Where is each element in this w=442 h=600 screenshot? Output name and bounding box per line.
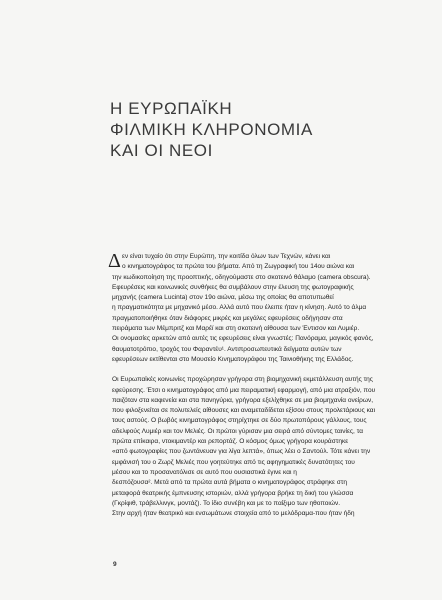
text-line: μηχανής (camera Lucinta) στον 19ο αιώνα, μέσω της οποίας θα αποτυπωθεί [112, 294, 334, 302]
paragraph-2 [112, 375, 384, 519]
text-line: μεταφορά θεατρικής έμπνευσης ιστοριών, αλλά γρήγορα βρήκε τη δική του γλώσσα [112, 489, 354, 497]
text-line: εμφάνισή του ο Ζωρζ Μελιές που γοητεύτηκε από τις αφηγηματικές δυνατότητες του [112, 458, 355, 466]
text-line: την κωδικοποίηση της προοπτικής, οδηγούμαστε στο σκοτεινό θάλαμο (camera obscura). [112, 273, 371, 281]
text-line: τους αστούς. Ο βωβός κινηματογράφος στηρίχτηκε σε δύο πρωτοπόρους γάλλους, τους [112, 417, 367, 425]
text-line: αδελφούς Λυμιέρ και τον Μελιές. Οι πρώτοι γύρισαν μια σειρά από σύντομες ταινίες, τα [112, 427, 363, 435]
text-line: εφεύρεσης. Έτσι ο κινηματογράφος από μια πειραματική εφαρμογή, από μια ατραξιόν, που [112, 386, 376, 394]
title-line: Η ΕΥΡΩΠΑΪΚΗ [110, 99, 233, 118]
text-line: Εφευρέσεις και κοινωνικές συνθήκες θα συμβάλουν στην έλευση της φωτογραφικής [112, 283, 354, 291]
chapter-title [110, 98, 410, 161]
title-line: ΦΙΛΜΙΚΗ ΚΛΗΡΟΝΟΜΙΑ [110, 120, 313, 139]
text-line: εφευρέσεων εκτίθενται στο Μουσείο Κινηματογράφου της Ταινιοθήκης της Ελλάδος. [112, 355, 354, 363]
text-line: «από φωτογραφίες που ζωντάνευαν για λίγα λεπτά», όπως λέει ο Σαντούλ. Τότε κάνει την [112, 448, 371, 456]
text-line: θαυματοτρόπιο, τροχός του Φαραντέυ¹. Αντιπροσωπευτικά δείγματα αυτών των [112, 345, 342, 353]
text-line: Στην αρχή ήταν θεατρικό και ενσωμάτωνε στοιχεία από το μελόδραμα-που ήταν ήδη [112, 510, 355, 518]
text-line: δεσπόζουσα². Μετά από τα πρώτα αυτά βήματα ο κινηματογράφος στράφηκε στη [112, 479, 348, 487]
text-line: εν είναι τυχαίο ότι στην Ευρώπη, την κοιτίδα όλων των Τεχνών, κάνει και [122, 253, 331, 260]
text-line: η πραγματικότητα με μηχανικό μέσο. Αλλά αυτό που έλειπε ήταν η κίνηση. Αυτό το άλμα [112, 304, 367, 312]
text-line: Οι ονομασίες αρκετών από αυτές τις εφευρέσεις είναι γνωστές: Πανόραμα, μαγικός φανός, [112, 335, 374, 343]
page-number: 9 [113, 561, 117, 568]
drop-cap: Δ [108, 250, 121, 272]
text-line: μέσου και το προσανατόλισε σε αυτό που ουσιαστικά έγινε και η [112, 468, 297, 476]
body-text [112, 252, 384, 519]
paragraph-gap [112, 365, 384, 375]
title-line: ΚΑΙ ΟΙ ΝΕΟΙ [110, 141, 213, 160]
text-line: Οι Ευρωπαϊκές κοινωνίες προχώρησαν γρήγορα στη βιομηχανική εκμετάλλευση αυτής της [112, 376, 373, 384]
text-line: πραγματοποιήθηκε όταν διάφορες μικρές και μεγάλες εφευρέσεις οδήγησαν στα [112, 314, 343, 322]
text-line: πρώτα επίκαιρα, ντοκιμαντέρ και ρεπορτάζ. Ο κόσμος όμως γρήγορα κουράστηκε [112, 438, 349, 446]
text-line: (Γκρίφιθ, τράβελλινγκ, μοντάζ). Το ίδιο συνέβη και με το παίξιμο των ηθοποιών. [112, 499, 341, 507]
paragraph-1 [112, 252, 384, 365]
text-line: που φιλοξενείται σε πολυτελείς αίθουσες και αναμεταδίδεται εξίσου στους προλετάριους και [112, 407, 376, 415]
text-line: παιζόταν στα καφενεία και στα πανηγύρια, γρήγορα εξελίχθηκε σε μια βιομηχανία ονείρων, [112, 396, 374, 404]
text-line: ο κινηματογράφος τα πρώτα του βήματα. Από τη Ζωγραφική του 14ου αιώνα και [122, 263, 355, 271]
text-line: πειράματα των Μέμπριτζ και Μαρέϊ και στη σκοτεινή αίθουσα των Έντισον και Λυμιέρ. [112, 325, 360, 333]
